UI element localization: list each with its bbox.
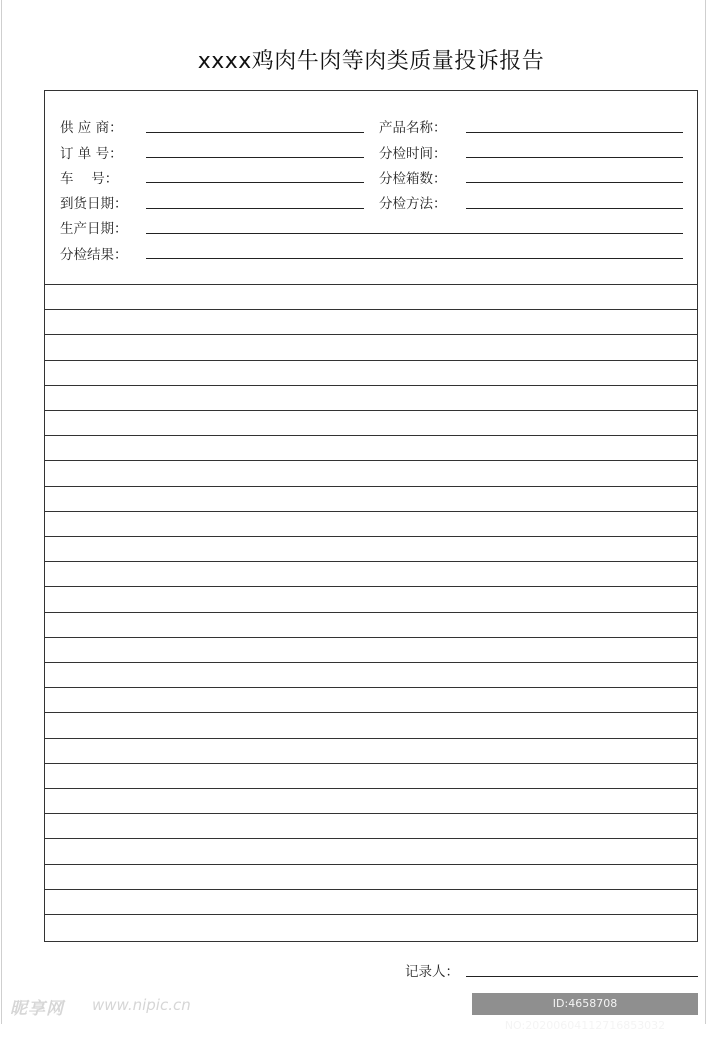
inspection-time-field[interactable] (466, 157, 683, 158)
ruled-line (45, 460, 697, 461)
inspection-boxes-label: 分检箱数： (379, 171, 447, 187)
supplier-field[interactable] (146, 132, 364, 133)
vehicle-number-label: 车 号： (60, 171, 119, 187)
ruled-line (45, 334, 697, 335)
watermark-logo: 昵享网 (10, 999, 64, 1019)
ruled-line (45, 586, 697, 587)
inspection-method-field[interactable] (466, 208, 683, 209)
recorder-field[interactable] (466, 976, 698, 977)
ruled-line (45, 712, 697, 713)
order-number-label: 订 单 号： (60, 146, 123, 162)
ruled-line (45, 687, 697, 688)
watermark-site: www.nipic.cn (92, 996, 191, 1014)
arrival-date-label: 到货日期： (60, 196, 128, 212)
ruled-line (45, 864, 697, 865)
ruled-line (45, 309, 697, 310)
form-box (44, 90, 698, 942)
inspection-result-label: 分检结果： (60, 247, 128, 263)
inspection-boxes-field[interactable] (466, 182, 683, 183)
order-number-field[interactable] (146, 157, 364, 158)
ruled-line (45, 662, 697, 663)
ruled-line (45, 284, 697, 285)
ruled-line (45, 838, 697, 839)
ruled-line (45, 914, 697, 915)
ruled-line (45, 486, 697, 487)
ruled-line (45, 788, 697, 789)
product-name-label: 产品名称： (379, 120, 447, 136)
ruled-line (45, 360, 697, 361)
watermark-id: ID:4658708 NO:20200604112716853032 (472, 993, 698, 1015)
ruled-line (45, 410, 697, 411)
recorder-label: 记录人： (405, 964, 459, 980)
page-title: xxxx鸡肉牛肉等肉类质量投诉报告 (197, 49, 545, 74)
inspection-time-label: 分检时间： (379, 146, 447, 162)
inspection-method-label: 分检方法： (379, 196, 447, 212)
inspection-result-field[interactable] (146, 258, 683, 259)
ruled-line (45, 536, 697, 537)
ruled-line (45, 561, 697, 562)
production-date-field[interactable] (146, 233, 683, 234)
ruled-line (45, 637, 697, 638)
ruled-line (45, 813, 697, 814)
ruled-line (45, 385, 697, 386)
arrival-date-field[interactable] (146, 208, 364, 209)
ruled-line (45, 738, 697, 739)
production-date-label: 生产日期： (60, 221, 128, 237)
ruled-line (45, 435, 697, 436)
vehicle-number-field[interactable] (146, 182, 364, 183)
ruled-line (45, 511, 697, 512)
supplier-label: 供 应 商： (60, 120, 123, 136)
product-name-field[interactable] (466, 132, 683, 133)
ruled-line (45, 763, 697, 764)
ruled-line (45, 612, 697, 613)
ruled-line (45, 889, 697, 890)
